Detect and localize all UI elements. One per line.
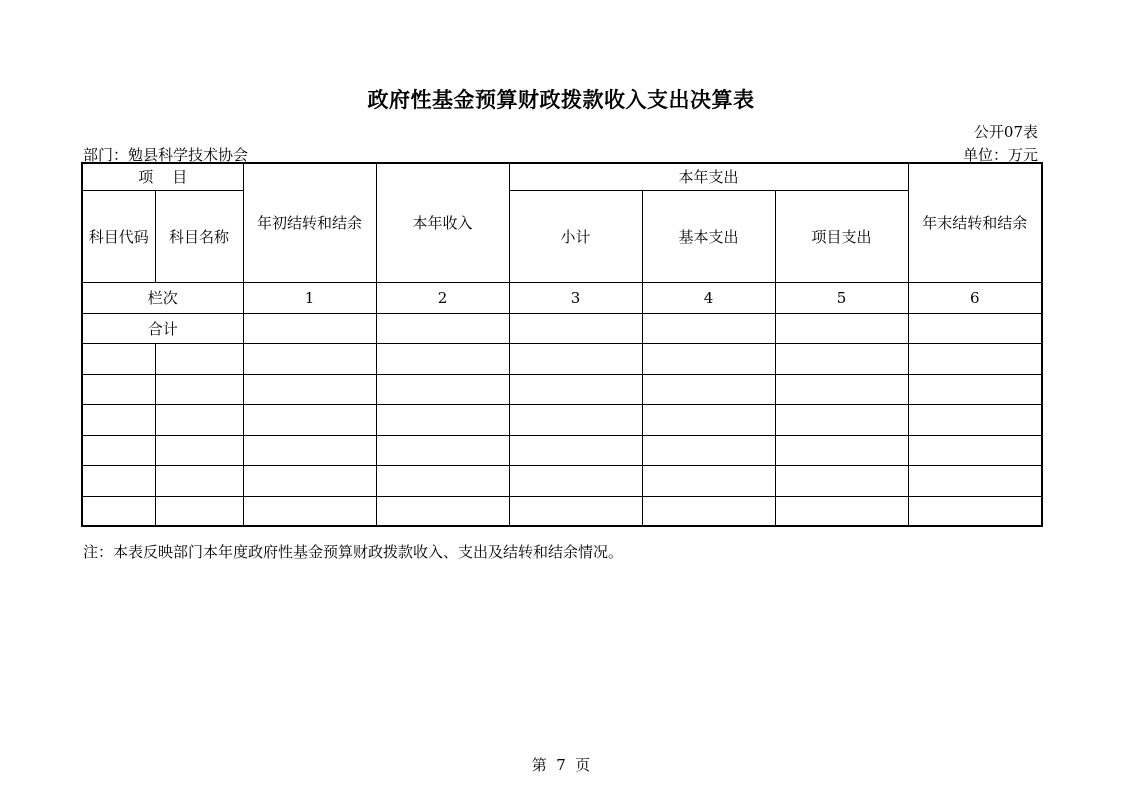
header-basic: 基本支出 <box>642 190 775 282</box>
header-item: 项 目 <box>82 163 243 190</box>
table-cell <box>775 435 908 465</box>
table-cell <box>82 496 155 526</box>
column-index-row <box>82 282 1042 313</box>
table-cell <box>155 435 243 465</box>
table-cell <box>243 404 376 435</box>
table-cell <box>376 374 509 404</box>
table-cell <box>155 496 243 526</box>
table-cell <box>908 404 1042 435</box>
table-cell <box>908 465 1042 496</box>
page-number: 第 7 页 <box>531 756 591 774</box>
table-cell <box>642 404 775 435</box>
table-cell <box>155 374 243 404</box>
table-cell <box>509 465 642 496</box>
unit-label: 单位：万元 <box>962 146 1038 164</box>
table-cell <box>775 465 908 496</box>
form-number: 公开07表 <box>973 123 1038 141</box>
table-row <box>82 374 1042 404</box>
header-expense-group: 本年支出 <box>509 163 908 190</box>
table-cell <box>509 496 642 526</box>
table-cell <box>155 404 243 435</box>
header-subtotal: 小计 <box>509 190 642 282</box>
table-cell <box>775 496 908 526</box>
table-cell <box>243 465 376 496</box>
table-cell <box>908 435 1042 465</box>
table-cell <box>642 435 775 465</box>
table-cell <box>642 374 775 404</box>
table-cell <box>509 313 642 343</box>
header-income: 本年收入 <box>376 163 509 282</box>
table-cell <box>155 343 243 374</box>
table-cell <box>155 465 243 496</box>
table-row <box>82 496 1042 526</box>
table-cell <box>82 435 155 465</box>
col-number: 5 <box>775 282 908 313</box>
table-cell <box>243 313 376 343</box>
total-row <box>82 313 1042 343</box>
table-cell <box>775 404 908 435</box>
table-row <box>82 465 1042 496</box>
row-index-label: 栏次 <box>82 282 243 313</box>
col-number: 2 <box>376 282 509 313</box>
col-number: 4 <box>642 282 775 313</box>
header-name: 科目名称 <box>155 190 243 282</box>
header-row-1 <box>82 163 1042 190</box>
table-cell <box>243 374 376 404</box>
table-cell <box>509 343 642 374</box>
table-row <box>82 435 1042 465</box>
col-number: 1 <box>243 282 376 313</box>
table-cell <box>376 404 509 435</box>
header-row-2 <box>82 190 1042 282</box>
table-cell <box>509 374 642 404</box>
department-label: 部门：勉县科学技术协会 <box>83 146 249 164</box>
header-begin-balance: 年初结转和结余 <box>243 163 376 282</box>
col-number: 3 <box>509 282 642 313</box>
table-cell <box>775 313 908 343</box>
header-code: 科目代码 <box>82 190 155 282</box>
total-label: 合计 <box>82 313 243 343</box>
table-cell <box>82 404 155 435</box>
table-row <box>82 343 1042 374</box>
table-cell <box>908 374 1042 404</box>
header-project: 项目支出 <box>775 190 908 282</box>
table-cell <box>243 496 376 526</box>
header-end-balance: 年末结转和结余 <box>908 163 1042 282</box>
table-cell <box>642 496 775 526</box>
table-cell <box>376 313 509 343</box>
table-cell <box>376 496 509 526</box>
table-cell <box>642 465 775 496</box>
table-cell <box>908 343 1042 374</box>
table-cell <box>376 465 509 496</box>
table-cell <box>243 435 376 465</box>
table-cell <box>243 343 376 374</box>
report-title: 政府性基金预算财政拨款收入支出决算表 <box>367 87 755 112</box>
table-cell <box>775 343 908 374</box>
table-cell <box>82 374 155 404</box>
table-cell <box>642 313 775 343</box>
footnote: 注：本表反映部门本年度政府性基金预算财政拨款收入、支出及结转和结余情况。 <box>83 543 624 561</box>
table-cell <box>509 404 642 435</box>
table-cell <box>642 343 775 374</box>
table-cell <box>775 374 908 404</box>
table-cell <box>376 343 509 374</box>
table-cell <box>82 343 155 374</box>
table-cell <box>376 435 509 465</box>
table-row <box>82 404 1042 435</box>
col-number: 6 <box>908 282 1042 313</box>
budget-table <box>81 162 1043 527</box>
table-cell <box>509 435 642 465</box>
table-cell <box>908 496 1042 526</box>
table-cell <box>908 313 1042 343</box>
table-cell <box>82 465 155 496</box>
